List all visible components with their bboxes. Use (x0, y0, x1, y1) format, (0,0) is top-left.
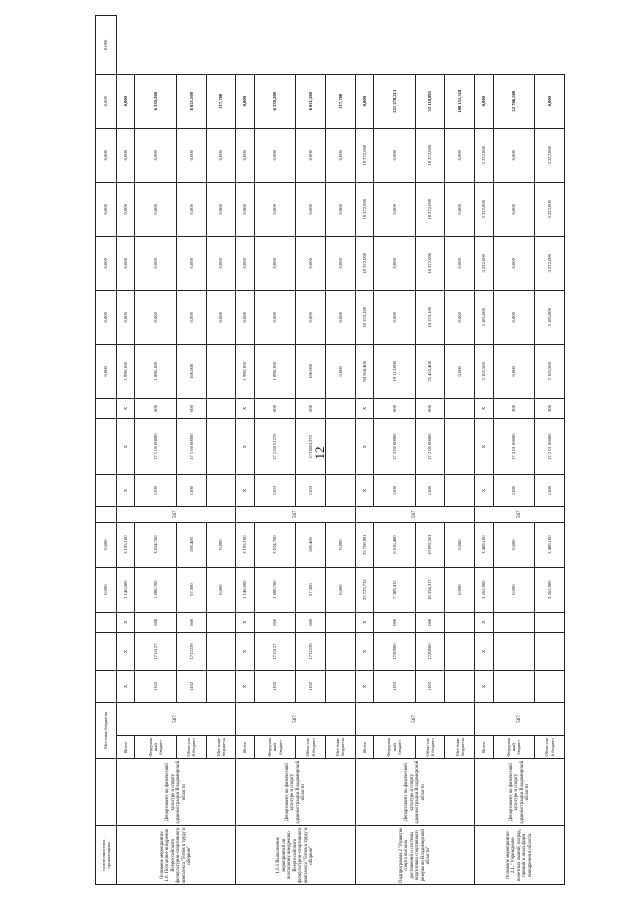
table-cell: X (355, 398, 373, 418)
table-cell (445, 398, 475, 418)
table-cell: 3 222,000 (475, 236, 493, 290)
table-row (206, 16, 236, 885)
table-cell: 3 034,700 (254, 522, 295, 567)
table-cell: 0,000 (326, 290, 356, 344)
table-cell: 600 (254, 398, 295, 418)
table-cell (535, 612, 565, 632)
table-cell: 0,000 (493, 522, 534, 567)
table-cell: 18 372,000 (355, 128, 373, 182)
funding-source-cell: Федеральный бюджет (374, 736, 415, 759)
table-cell: 0,000 (254, 236, 295, 290)
table-cell: 18 372,000 (415, 236, 445, 290)
funding-source-cell: Местные бюджеты (445, 736, 475, 759)
table-cell: 3 222,000 (535, 182, 565, 236)
rotated-table-wrapper (95, 15, 565, 885)
table-cell: 100,000 (296, 344, 326, 398)
table-cell: 1 146,000 (117, 567, 135, 612)
table-cell: 0,000 (296, 290, 326, 344)
grbs-code-cell: 567 (117, 702, 236, 736)
table-cell: 3 489,100 (535, 522, 565, 567)
table-cell: 0,000 (326, 128, 356, 182)
table-cell: 000 (415, 612, 445, 632)
table-cell: 33 118,895 (415, 74, 445, 128)
funding-source-cell: Областной бюджет (176, 736, 206, 759)
table-row (117, 16, 135, 885)
table-cell: 6 339,200 (254, 74, 295, 128)
table-cell (493, 632, 534, 670)
table-cell: 18 372,000 (355, 236, 373, 290)
table-cell: 000 (415, 398, 445, 418)
table-cell (326, 419, 356, 475)
table-cell: 17 1 06 00000 (135, 419, 176, 475)
header-cell: 0,000 (96, 344, 117, 398)
table-cell: 1103 (254, 475, 295, 507)
table-cell: 0,000 (117, 236, 135, 290)
grbs-code-cell: 567 (236, 506, 355, 522)
responsible-cell: Департамент по физической культуре и спорту администрации Владимирской области (236, 758, 355, 826)
table-cell: 600 (135, 612, 176, 632)
table-cell (206, 419, 236, 475)
table-cell: 0,000 (135, 128, 176, 182)
table-cell: 57,300 (296, 567, 326, 612)
table-cell: 1712239 (296, 632, 326, 670)
table-cell: 0,000 (296, 182, 326, 236)
table-cell: 0,000 (535, 74, 565, 128)
responsible-cell: Департамент по физической культуре и спорту администрации Владимирской области (475, 758, 565, 826)
table-cell: 0,000 (326, 236, 356, 290)
table-cell: 1 998,100 (117, 344, 135, 398)
table-cell: 22 706,500 (493, 74, 534, 128)
table-cell: 1 898,100 (135, 344, 176, 398)
table-cell: 25 723,732 (355, 567, 373, 612)
table-cell: X (355, 671, 373, 703)
funding-source-cell: Местные бюджеты (206, 736, 236, 759)
table-cell: 18 153,100 (355, 290, 373, 344)
header-cell: 0,000 (96, 16, 117, 75)
table-cell: 0,000 (135, 236, 176, 290)
table-cell: 0,000 (445, 522, 475, 567)
table-row (535, 16, 565, 885)
table-cell: 94 568,400 (355, 344, 373, 398)
table-cell: X (475, 632, 493, 670)
table-cell: 0,000 (254, 290, 295, 344)
header-cell: 0,000 (96, 522, 117, 567)
table-cell (493, 671, 534, 703)
header-cell: 0,000 (96, 74, 117, 128)
table-cell: 3 185,000 (475, 290, 493, 344)
table-cell: 300 (493, 398, 534, 418)
page-number: 12 (312, 446, 327, 460)
responsible-cell: Департамент по физической культуре и спорту администрации Владимирской области (355, 758, 474, 826)
measure-name-cell: 1.6.1 Выполнение мероприятий по поэтапному внедрению Всероссийского физкультурно-спортивного комплекса "Готов к труду и обороне" (236, 826, 355, 885)
table-cell: 3 222,000 (535, 128, 565, 182)
table-cell: 1715127 (135, 632, 176, 670)
table-cell: 600 (254, 612, 295, 632)
table-cell (206, 398, 236, 418)
table-cell: 0,000 (206, 567, 236, 612)
funding-source-cell: Областной бюджет (535, 736, 565, 759)
table-cell: 3 489,100 (475, 522, 493, 567)
table-cell: X (475, 475, 493, 507)
table-cell: X (475, 612, 493, 632)
table-cell: 0,000 (374, 128, 415, 182)
table-cell: 1102 (135, 671, 176, 703)
table-cell: 17 2 00 00000 (415, 419, 445, 475)
table-cell: 0,000 (355, 74, 373, 128)
table-cell: X (117, 398, 135, 418)
table-cell: 0,000 (493, 236, 534, 290)
table-cell: 100,000 (176, 344, 206, 398)
table-cell: 19 113,000 (374, 344, 415, 398)
table-cell: 7 389,415 (374, 567, 415, 612)
table-cell: X (355, 475, 373, 507)
table-cell: 0,000 (493, 567, 534, 612)
table-cell: 0,000 (117, 74, 135, 128)
table-cell: 1 088,700 (254, 567, 295, 612)
table-cell: 0,000 (493, 128, 534, 182)
table-cell: 0,000 (117, 128, 135, 182)
grbs-code-cell: 567 (475, 702, 565, 736)
funding-source-cell: Всего (355, 736, 373, 759)
table-cell: 1100 (493, 475, 534, 507)
table-cell: 160,400 (296, 522, 326, 567)
table-cell: 1 146,000 (236, 567, 254, 612)
table-cell: 600 (296, 398, 326, 418)
table-cell: 600 (135, 398, 176, 418)
table-cell (326, 475, 356, 507)
table-cell: 25 708,981 (355, 522, 373, 567)
table-cell: X (355, 612, 373, 632)
table-cell: 3 222,000 (535, 236, 565, 290)
header-cell (96, 419, 117, 475)
table-cell: 1103 (415, 671, 445, 703)
header-cell (96, 398, 117, 418)
table-cell: X (355, 632, 373, 670)
table-row (493, 16, 534, 885)
header-cell: 0,000 (96, 290, 117, 344)
table-row (176, 16, 206, 885)
table-cell: 6 021,500 (176, 74, 206, 128)
table-cell: 0,000 (236, 290, 254, 344)
table-cell (535, 632, 565, 670)
table-cell: 1102 (296, 671, 326, 703)
table-cell: 1100 (374, 475, 415, 507)
table-cell: 1102 (176, 671, 206, 703)
table-cell: 0,000 (445, 344, 475, 398)
table-row (236, 16, 254, 885)
table-cell: 1100 (176, 475, 206, 507)
table-cell: 3 185,000 (535, 290, 565, 344)
table-cell: 0,000 (206, 236, 236, 290)
table-cell: 0,000 (475, 74, 493, 128)
funding-source-cell: Всего (475, 736, 493, 759)
table-cell: 0,000 (176, 290, 206, 344)
table-cell: 1102 (254, 671, 295, 703)
header-cell (96, 758, 117, 826)
table-cell: 0,000 (236, 74, 254, 128)
table-cell: 0,000 (326, 344, 356, 398)
header-cell (96, 632, 117, 670)
table-cell: 000 (374, 612, 415, 632)
table-cell: 3 103,500 (535, 344, 565, 398)
table-row (254, 16, 295, 885)
table-cell: 18 372,000 (355, 182, 373, 236)
table-cell: 0,000 (296, 128, 326, 182)
table-row (135, 16, 176, 885)
table-cell: 0,000 (493, 290, 534, 344)
table-cell: 3 103,500 (475, 344, 493, 398)
table-cell (535, 671, 565, 703)
table-cell: 1712239 (176, 632, 206, 670)
table-cell: X (236, 612, 254, 632)
table-cell: 0,000 (176, 128, 206, 182)
table-cell: 0,000 (117, 290, 135, 344)
header-cell: 0,000 (96, 128, 117, 182)
table-cell: 1 998,100 (236, 344, 254, 398)
table-cell: 0,000 (493, 344, 534, 398)
table-cell: 57,300 (176, 567, 206, 612)
table-cell: 1710681270 (296, 419, 326, 475)
table-cell: 0,000 (445, 128, 475, 182)
table-cell: 18 153,100 (415, 290, 445, 344)
table-cell: X (475, 419, 493, 475)
table-cell: 1 898,100 (254, 344, 295, 398)
table-cell: X (236, 398, 254, 418)
table-cell: 6 616,480 (374, 522, 415, 567)
table-cell: 3 262,900 (535, 567, 565, 612)
table-cell (326, 632, 356, 670)
measure-name-cell: Основное мероприятие 2.1. "Учреждение почетных званий, наград, премий и иных форм поощрения в области (475, 826, 565, 885)
table-cell: 6 339,200 (135, 74, 176, 128)
table-cell: 600 (176, 612, 206, 632)
funding-source-cell: Федеральный бюджет (493, 736, 534, 759)
table-row (445, 16, 475, 885)
header-cell (96, 671, 117, 703)
table-cell: 600 (176, 398, 206, 418)
funding-source-cell: Областной бюджет (296, 736, 326, 759)
table-cell: 6 021,500 (296, 74, 326, 128)
header-cell: соисполнителях организациях (96, 826, 117, 885)
table-cell (445, 475, 475, 507)
table-cell: 221 270,213 (374, 74, 415, 128)
table-cell: 3 222,000 (475, 128, 493, 182)
table-cell: 3 262,900 (475, 567, 493, 612)
table-cell: 0,000 (206, 522, 236, 567)
table-cell: X (355, 419, 373, 475)
table-cell: 0,000 (206, 128, 236, 182)
table-cell: X (117, 612, 135, 632)
table-cell: 160,400 (176, 522, 206, 567)
funding-source-cell: Всего (117, 736, 135, 759)
table-cell: X (236, 632, 254, 670)
table-cell (206, 475, 236, 507)
table-cell: 0,000 (176, 236, 206, 290)
grbs-code-cell: 567 (117, 506, 236, 522)
table-cell: 0,000 (135, 182, 176, 236)
table-cell: X (236, 671, 254, 703)
header-cell: 0,000 (96, 182, 117, 236)
measure-name-cell: Подпрограмма 2 "Развитие спорта высших достижений и системы подготовки спортивного резерва во Владимирской области" (355, 826, 474, 885)
table-cell: 1715127 (254, 632, 295, 670)
table-cell (326, 398, 356, 418)
table-cell: 0,000 (326, 522, 356, 567)
table-cell (493, 612, 534, 632)
table-cell: 3 195,100 (236, 522, 254, 567)
grbs-code-cell: 567 (355, 702, 474, 736)
budget-table (95, 15, 565, 885)
table-cell: 1720000 (415, 632, 445, 670)
table-cell: 1 088,700 (135, 567, 176, 612)
table-cell: 0,000 (374, 236, 415, 290)
table-cell: 300 (535, 398, 565, 418)
responsible-cell: Департамент по физической культуре и спорту администрации Владимирской области (117, 758, 236, 826)
table-cell: 3 222,000 (475, 182, 493, 236)
funding-source-cell: Областной бюджет (415, 736, 445, 759)
table-cell: 0,000 (236, 236, 254, 290)
table-cell: X (117, 632, 135, 670)
table-cell: 1100 (135, 475, 176, 507)
table-cell: 0,000 (206, 290, 236, 344)
table-cell: 0,000 (445, 182, 475, 236)
table-cell: X (475, 398, 493, 418)
table-cell: 0,000 (296, 236, 326, 290)
table-cell: 0,000 (326, 567, 356, 612)
table-cell: 1100 (535, 475, 565, 507)
table-row (415, 16, 445, 885)
table-cell (206, 344, 236, 398)
header-cell: 0,000 (96, 567, 117, 612)
table-cell: X (236, 475, 254, 507)
table-cell (206, 612, 236, 632)
table-cell (326, 671, 356, 703)
table-cell: 1103 (374, 671, 415, 703)
table-cell: X (236, 419, 254, 475)
table-cell: 0,000 (445, 290, 475, 344)
table-cell: 3 195,100 (117, 522, 135, 567)
table-row (374, 16, 415, 885)
table-cell: 18 372,000 (415, 128, 445, 182)
table-cell (206, 671, 236, 703)
table-cell: 0,000 (326, 182, 356, 236)
table-cell: 0,000 (254, 128, 295, 182)
grbs-code-cell: 567 (475, 506, 565, 522)
table-row (296, 16, 326, 885)
table-cell: 317,700 (326, 74, 356, 128)
table-cell: 0,000 (176, 182, 206, 236)
funding-source-cell: Всего (236, 736, 254, 759)
table-cell: 317,700 (206, 74, 236, 128)
table-cell: X (117, 475, 135, 507)
header-cell (96, 475, 117, 507)
table-cell: 75 455,400 (415, 344, 445, 398)
table-cell: 0,000 (206, 182, 236, 236)
funding-source-cell: Федеральный бюджет (254, 736, 295, 759)
table-cell (445, 671, 475, 703)
table-cell: 17 2 00 00000 (374, 419, 415, 475)
table-cell: X (475, 671, 493, 703)
table-cell: 0,000 (236, 182, 254, 236)
table-cell: 1720000 (374, 632, 415, 670)
header-cell (96, 612, 117, 632)
header-cell: 0,000 (96, 236, 117, 290)
table-cell: 0,000 (135, 290, 176, 344)
table-cell: 0,000 (374, 290, 415, 344)
table-cell: 1103 (296, 475, 326, 507)
measure-name-cell: Основное мероприятие 1.6. Поэтапное внедрение Всероссийского физкультурно-спортивного комплекса "Готов к труду и обороне" (117, 826, 236, 885)
funding-source-cell: Местные бюджеты (326, 736, 356, 759)
table-cell: 000 (374, 398, 415, 418)
table-cell (445, 419, 475, 475)
table-cell: 3 034,700 (135, 522, 176, 567)
table-cell: 18 372,000 (415, 182, 445, 236)
table-cell: 17 1 06 51270 (254, 419, 295, 475)
table-cell: 188 151,318 (445, 74, 475, 128)
table-cell: X (117, 671, 135, 703)
table-cell: 0,000 (445, 567, 475, 612)
table-cell: 0,000 (445, 236, 475, 290)
grbs-code-cell: 567 (236, 702, 355, 736)
table-cell: 17 2 01 00000 (493, 419, 534, 475)
table-cell: 0,000 (493, 182, 534, 236)
table-cell: 17 2 01 00000 (535, 419, 565, 475)
table-cell: X (117, 419, 135, 475)
header-cell (96, 506, 117, 522)
table-cell (445, 612, 475, 632)
header-cell: Местные бюджеты (96, 702, 117, 758)
header-row (96, 16, 117, 885)
table-body (96, 16, 565, 885)
table-row (326, 16, 356, 885)
table-cell: 0,000 (254, 182, 295, 236)
table-cell: 0,000 (117, 182, 135, 236)
table-cell (206, 632, 236, 670)
table-cell (326, 612, 356, 632)
table-cell: 17 1 06 00000 (176, 419, 206, 475)
table-cell: 19 092,501 (415, 522, 445, 567)
funding-source-cell: Федеральный бюджет (135, 736, 176, 759)
table-row (475, 16, 493, 885)
table-row (355, 16, 373, 885)
table-cell: 0,000 (374, 182, 415, 236)
table-cell (445, 632, 475, 670)
table-cell: 600 (296, 612, 326, 632)
table-cell: 18 334,317 (415, 567, 445, 612)
table-cell: 1100 (415, 475, 445, 507)
table-cell: 0,000 (236, 128, 254, 182)
grbs-code-cell: 567 (355, 506, 474, 522)
